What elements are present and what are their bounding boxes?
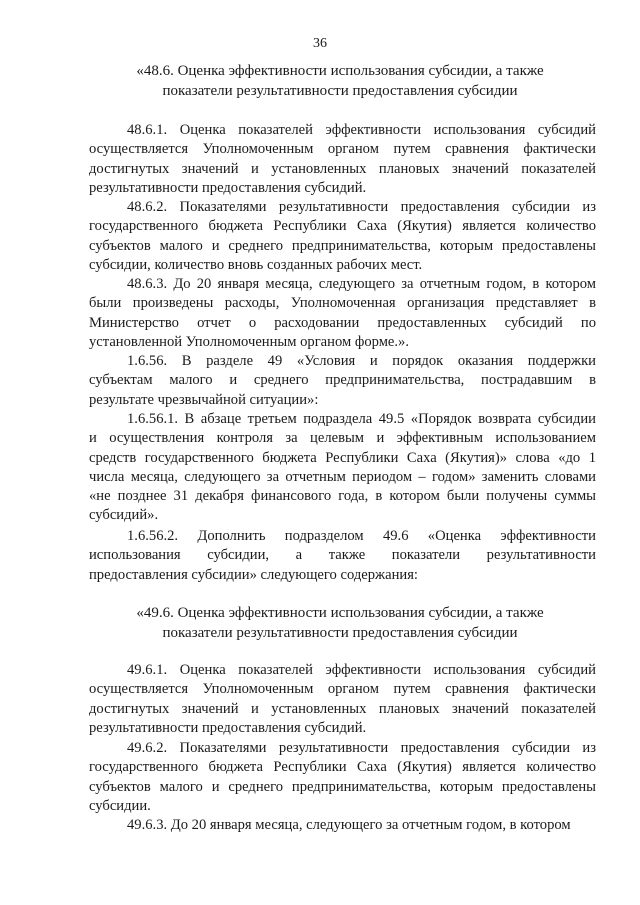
paragraph-1-6-56-1: [89, 410, 596, 526]
text-line: осуществляется Уполномоченным органом путем сравнения фактически: [89, 681, 596, 698]
text-line: Министерство отчет о расходовании предоставленных субсидий по: [89, 314, 596, 331]
text-line: субъектов малого и среднего предпринимательства, которым предоставлены: [89, 237, 596, 254]
heading-line: «48.6. Оценка эффективности использования субсидии, а также: [136, 63, 544, 79]
paragraph-1-6-56: [89, 352, 596, 410]
text-line: числа месяца, следующего за отчетным периодом – годом» заменить словами: [89, 468, 596, 485]
text-line: 48.6.1. Оценка показателей эффективности использования субсидий: [127, 122, 596, 138]
text-line: 49.6.2. Показателями результативности предоставления субсидии из: [127, 740, 596, 756]
text-line: использования субсидии, а также показатели результативности: [89, 547, 596, 564]
text-line: были произведены расходы, Уполномоченная организация представляет в: [89, 295, 596, 312]
text-line: достигнутых значений и установленных плановых значений показателей: [89, 700, 596, 717]
text-line: результативности предоставления субсидий.: [89, 179, 367, 196]
section-heading-49-6: [120, 603, 560, 643]
text-line: государственного бюджета Республики Саха (Якутия) является количество: [89, 759, 596, 776]
text-line: установленной Уполномоченным органом форме.».: [89, 333, 410, 350]
text-line: государственного бюджета Республики Саха (Якутия) является количество: [89, 218, 596, 235]
text-line: предоставления субсидии» следующего содержания:: [89, 566, 418, 583]
text-line: субъектам малого и среднего предпринимательства, пострадавшим в: [89, 372, 596, 389]
text-line: достигнутых значений и установленных плановых значений показателей: [89, 160, 596, 177]
section-heading-48-6: [120, 61, 560, 101]
text-line: 48.6.2. Показателями результативности предоставления субсидии из: [127, 199, 596, 215]
text-line: 48.6.3. До 20 января месяца, следующего за отчетным годом, в котором: [127, 276, 596, 292]
paragraph-49-6-2: [89, 739, 596, 816]
text-line: субсидии, количество вновь созданных рабочих мест.: [89, 256, 423, 273]
paragraph-48-6-1: [89, 121, 596, 198]
text-line: субсидий».: [89, 507, 159, 524]
text-line: 1.6.56.2. Дополнить подразделом 49.6 «Оценка эффективности: [127, 528, 596, 544]
text-line: 49.6.1. Оценка показателей эффективности использования субсидий: [127, 662, 596, 678]
text-line: 1.6.56. В разделе 49 «Условия и порядок оказания поддержки: [127, 353, 596, 369]
paragraph-49-6-3: [89, 816, 596, 835]
text-line: «не позднее 31 декабря финансового года, в котором были получены суммы: [89, 488, 596, 505]
heading-line: «49.6. Оценка эффективности использования субсидии, а также: [136, 605, 544, 621]
text-line: результативности предоставления субсидий.: [89, 719, 367, 736]
text-line: результате чрезвычайной ситуации»:: [89, 391, 319, 408]
page-number: 36: [313, 36, 327, 51]
text-line: 49.6.3. До 20 января месяца, следующего за отчетным годом, в котором: [127, 817, 571, 833]
paragraph-1-6-56-2: [89, 527, 596, 585]
text-line: субсидии.: [89, 797, 151, 814]
text-line: и осуществления контроля за целевым и эффективным использованием: [89, 430, 596, 447]
paragraph-49-6-1: [89, 661, 596, 738]
paragraph-48-6-2: [89, 198, 596, 275]
heading-line: показатели результативности предоставления субсидии: [162, 83, 518, 99]
text-line: осуществляется Уполномоченным органом путем сравнения фактически: [89, 141, 596, 158]
paragraph-48-6-3: [89, 275, 596, 352]
text-line: 1.6.56.1. В абзаце третьем подраздела 49.5 «Порядок возврата субсидии: [127, 411, 596, 427]
heading-line: показатели результативности предоставления субсидии: [162, 625, 518, 641]
text-line: субъектов малого и среднего предпринимательства, которым предоставлены: [89, 778, 596, 795]
text-line: средств государственного бюджета Республики Саха (Якутия)» слова «до 1: [89, 449, 596, 466]
